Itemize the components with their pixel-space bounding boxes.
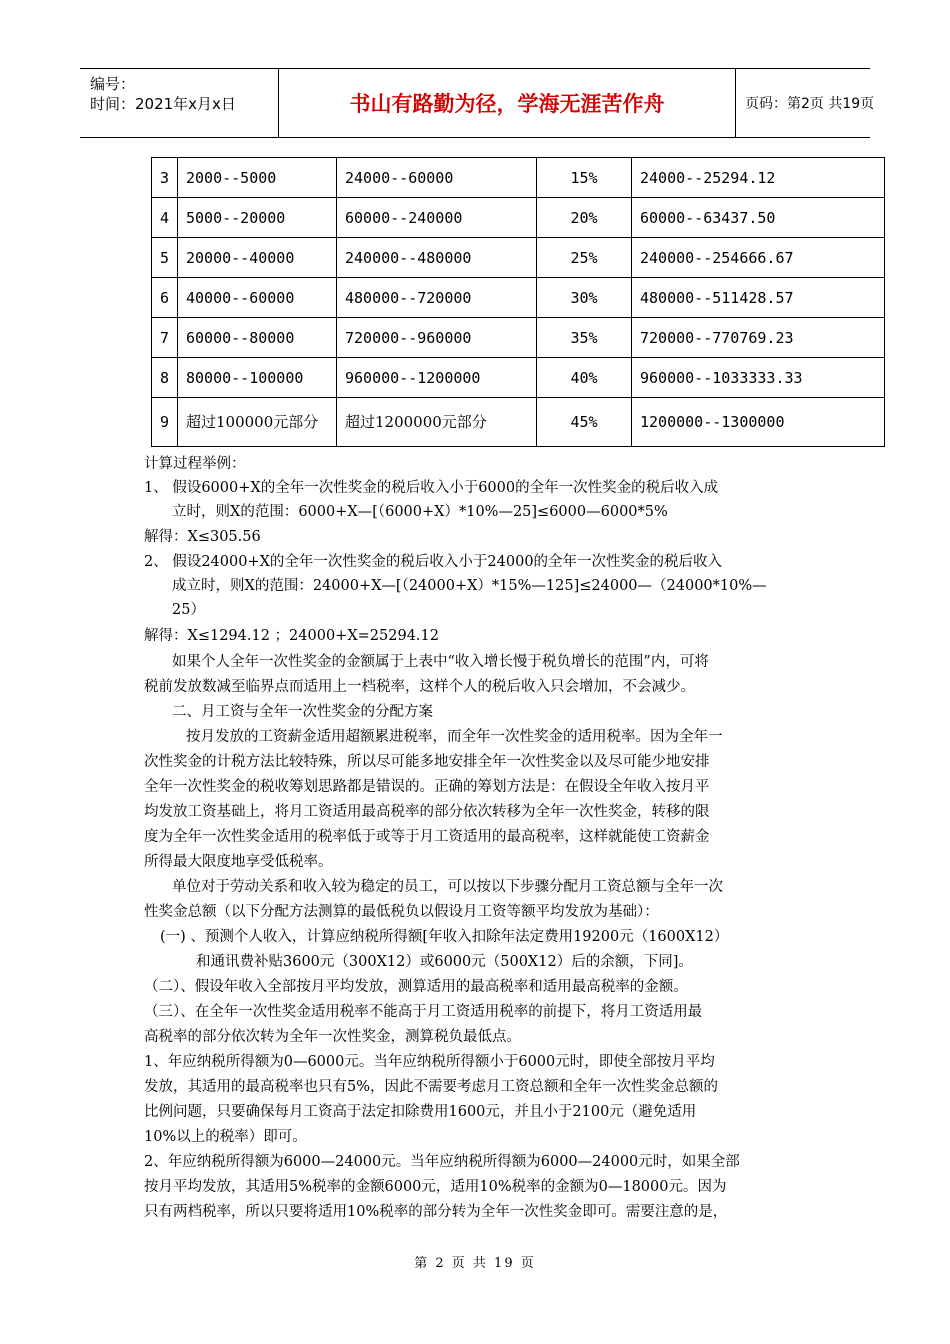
body-line: 立时，则X的范围：6000+X—[（6000+X）*10%—25]≤6000—6000*5% xyxy=(172,504,668,520)
table-cell: 60000--63437.50 xyxy=(632,198,885,238)
table-cell: 2000--5000 xyxy=(178,158,337,198)
table-cell: 15% xyxy=(537,158,632,198)
table-cell: 45% xyxy=(537,398,632,447)
table-cell: 480000--511428.57 xyxy=(632,278,885,318)
table-cell: 20000--40000 xyxy=(178,238,337,278)
body-line: 度为全年一次性奖金适用的税率低于或等于月工资适用的最高税率，这样就能使工资薪金 xyxy=(144,829,710,845)
body-line: 计算过程举例： xyxy=(144,456,246,472)
table-cell: 240000--480000 xyxy=(337,238,537,278)
body-line: （三）、在全年一次性奖金适用税率不能高于月工资适用税率的前提下，将月工资适用最 xyxy=(144,1004,703,1020)
table-cell: 4 xyxy=(152,198,178,238)
table-cell: 7 xyxy=(152,318,178,358)
body-line: 按月平均发放，其适用5%税率的金额6000元，适用10%税率的金额为0—18000元。因为 xyxy=(144,1179,727,1195)
body-line: 次性奖金的计税方法比较特殊，所以尽可能多地安排全年一次性奖金以及尽可能少地安排 xyxy=(144,754,710,770)
table-cell: 720000--770769.23 xyxy=(632,318,885,358)
section-heading: 二、月工资与全年一次性奖金的分配方案 xyxy=(172,704,433,720)
table-cell: 35% xyxy=(537,318,632,358)
table-cell: 超过100000元部分 xyxy=(178,398,337,447)
body-line: 税前发放数减至临界点而适用上一档税率，这样个人的税后收入只会增加，不会减少。 xyxy=(144,679,695,695)
motto: 书山有路勤为径，学海无涯苦作舟 xyxy=(278,69,736,137)
body-line: 按月发放的工资薪金适用超额累进税率，而全年一次性奖金的适用税率。因为全年一 xyxy=(186,729,723,745)
table-cell: 25% xyxy=(537,238,632,278)
table-row xyxy=(152,318,885,358)
table-cell: 480000--720000 xyxy=(337,278,537,318)
body-line: 成立时，则X的范围：24000+X—[（24000+X）*15%—125]≤24000—（24000*10%— xyxy=(172,578,767,594)
body-line: 高税率的部分依次转为全年一次性奖金，测算税负最低点。 xyxy=(144,1029,521,1045)
table-cell: 8 xyxy=(152,358,178,398)
table-cell: 9 xyxy=(152,398,178,447)
body-line: 比例问题，只要确保每月工资高于法定扣除费用1600元，并且小于2100元（避免适用 xyxy=(144,1104,697,1120)
table-cell: 240000--254666.67 xyxy=(632,238,885,278)
body-line: 1、 假设6000+X的全年一次性奖金的税后收入小于6000的全年一次性奖金的税后收入成 xyxy=(144,480,719,496)
table-cell: 960000--1200000 xyxy=(337,358,537,398)
table-cell: 30% xyxy=(537,278,632,318)
table-cell: 40% xyxy=(537,358,632,398)
body-line: 25） xyxy=(172,602,205,618)
body-line: 解得：X≤1294.12 ；24000+X=25294.12 xyxy=(144,628,439,644)
body-line: 如果个人全年一次性奖金的金额属于上表中“收入增长慢于税负增长的范围”内，可将 xyxy=(172,654,709,670)
table-cell: 720000--960000 xyxy=(337,318,537,358)
body-line: 性奖金总额（以下分配方法测算的最低税负以假设月工资等额平均发放为基础）： xyxy=(144,904,659,920)
table-cell: 1200000--1300000 xyxy=(632,398,885,447)
body-line: (一) 、预测个人收入，计算应纳税所得额[年收入扣除年法定费用19200元（1600X12） xyxy=(160,929,729,945)
body-line: （二）、假设年收入全部按月平均发放，测算适用的最高税率和适用最高税率的金额。 xyxy=(144,979,688,995)
table-cell: 60000--80000 xyxy=(178,318,337,358)
body-line: 和通讯费补贴3600元（300X12）或6000元（500X12）后的余额，下同]。 xyxy=(196,954,693,970)
body-line: 2、年应纳税所得额为6000—24000元。当年应纳税所得额为6000—24000元时，如果全部 xyxy=(144,1154,740,1170)
table-row xyxy=(152,158,885,198)
page-label: 页码：第2页 共19页 xyxy=(745,96,875,112)
body-line: 单位对于劳动关系和收入较为稳定的员工，可以按以下步骤分配月工资总额与全年一次 xyxy=(172,879,723,895)
table-row xyxy=(152,278,885,318)
table-cell: 5 xyxy=(152,238,178,278)
header-left xyxy=(80,69,278,137)
body-line: 均发放工资基础上，将月工资适用最高税率的部分依次转移为全年一次性奖金，转移的限 xyxy=(144,804,710,820)
body-line: 10%以上的税率）即可。 xyxy=(144,1129,307,1145)
page-footer: 第 2 页 共 19 页 xyxy=(414,1256,536,1271)
table-cell: 24000--25294.12 xyxy=(632,158,885,198)
number-label: 编号： xyxy=(90,75,136,93)
body-line: 2、 假设24000+X的全年一次性奖金的税后收入小于24000的全年一次性奖金的税后收入 xyxy=(144,554,723,570)
body-line: 只有两档税率，所以只要将适用10%税率的部分转为全年一次性奖金即可。需要注意的是， xyxy=(144,1204,728,1220)
table-row xyxy=(152,398,885,447)
table-cell: 24000--60000 xyxy=(337,158,537,198)
table-cell: 6 xyxy=(152,278,178,318)
table-row xyxy=(152,198,885,238)
page-header xyxy=(80,68,875,138)
table-cell: 20% xyxy=(537,198,632,238)
body-line: 所得最大限度地享受低税率。 xyxy=(144,854,333,870)
table-row xyxy=(152,238,885,278)
tax-bracket-table xyxy=(151,157,885,447)
table-cell: 3 xyxy=(152,158,178,198)
table-cell: 80000--100000 xyxy=(178,358,337,398)
table-cell: 60000--240000 xyxy=(337,198,537,238)
body-line: 解得：X≤305.56 xyxy=(144,529,261,545)
body-line: 全年一次性奖金的税收筹划思路都是错误的。正确的筹划方法是：在假设全年收入按月平 xyxy=(144,779,710,795)
table-cell: 5000--20000 xyxy=(178,198,337,238)
date-label: 时间：2021年x月x日 xyxy=(90,95,236,113)
table-row xyxy=(152,358,885,398)
table-cell: 960000--1033333.33 xyxy=(632,358,885,398)
body-line: 发放，其适用的最高税率也只有5%，因此不需要考虑月工资总额和全年一次性奖金总额的 xyxy=(144,1079,718,1095)
table-cell: 40000--60000 xyxy=(178,278,337,318)
body-line: 1、年应纳税所得额为0—6000元。当年应纳税所得额小于6000元时，即使全部按月平均 xyxy=(144,1054,715,1070)
table-cell: 超过1200000元部分 xyxy=(337,398,537,447)
